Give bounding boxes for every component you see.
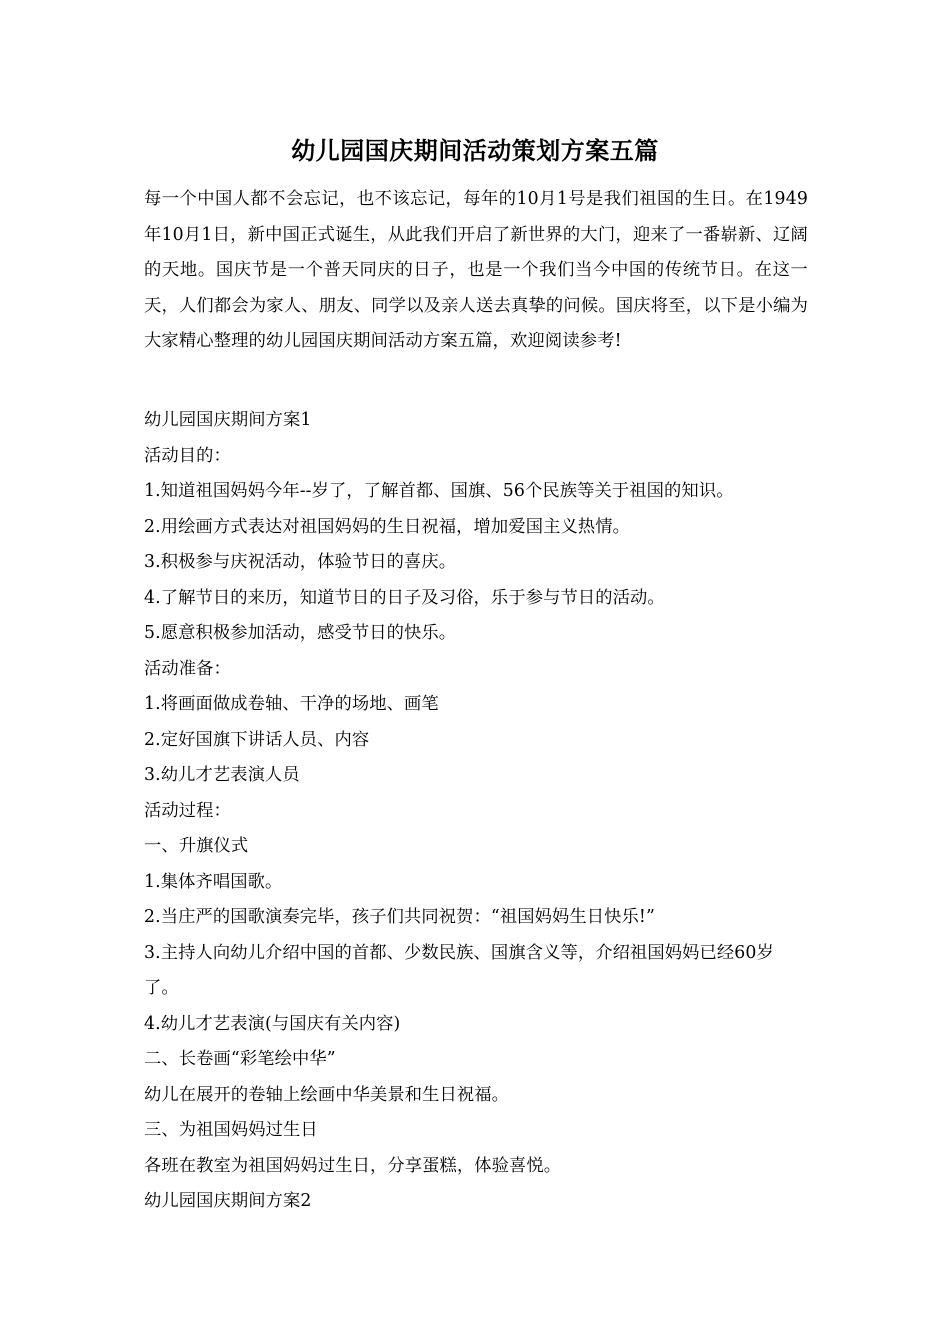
goal-item: 5.愿意积极参加活动，感受节日的快乐。 (144, 623, 457, 643)
process-step-heading: 三、为祖国妈妈过生日 (144, 1120, 318, 1140)
process-text: 各班在教室为祖国妈妈过生日，分享蛋糕，体验喜悦。 (144, 1155, 562, 1176)
process-step-heading: 二、长卷画“彩笔绘中华” (144, 1049, 336, 1069)
preparation-item: 3.幼儿才艺表演人员 (144, 765, 300, 785)
document-title: 幼儿园国庆期间活动策划方案五篇 (291, 136, 659, 165)
process-text: 幼儿在展开的卷轴上绘画中华美景和生日祝福。 (144, 1084, 510, 1105)
goal-item: 4.了解节日的来历，知道节日的日子及习俗，乐于参与节日的活动。 (144, 587, 665, 608)
process-item: 3.主持人向幼儿介绍中国的首都、少数民族、国旗含义等，介绍祖国妈妈已经60岁了。 (144, 942, 774, 998)
section-heading-plan-1: 幼儿园国庆期间方案1 (144, 410, 312, 430)
process-item: 1.集体齐唱国歌。 (144, 871, 283, 892)
goal-item: 2.用绘画方式表达对祖国妈妈的生日祝福，增加爱国主义热情。 (144, 516, 630, 537)
section-heading-plan-2: 幼儿园国庆期间方案2 (144, 1191, 312, 1211)
document-body (144, 403, 808, 1220)
process-step-heading: 一、升旗仪式 (144, 836, 249, 856)
process-item: 4.幼儿才艺表演(与国庆有关内容) (144, 1013, 401, 1034)
preparation-item: 1.将画面做成卷轴、干净的场地、画笔 (144, 694, 439, 714)
intro-paragraph: 每一个中国人都不会忘记，也不该忘记，每年的10月1号是我们祖国的生日。在1949年10月1日，新中国正式诞生，从此我们开启了新世界的大门，迎来了一番崭新、辽阔的天地。国庆节是一个普天同庆的日子，也是一个我们当今中国的传统节日。在这一天，人们都会为家人、朋友、同学以及亲人送去真挚的问候。国庆将至，以下是小编为大家精心整理的幼儿园国庆期间活动方案五篇，欢迎阅读参考! (144, 189, 808, 351)
subheading-preparation: 活动准备： (144, 658, 231, 679)
goal-item: 3.积极参与庆祝活动，体验节日的喜庆。 (144, 552, 457, 572)
process-item: 2.当庄严的国歌演奏完毕，孩子们共同祝贺：“祖国妈妈生日快乐!” (144, 907, 655, 927)
goal-item: 1.知道祖国妈妈今年--岁了，了解首都、国旗、56个民族等关于祖国的知识。 (144, 481, 734, 501)
subheading-process: 活动过程： (144, 800, 231, 821)
preparation-item: 2.定好国旗下讲话人员、内容 (144, 729, 370, 750)
subheading-goals: 活动目的： (144, 445, 231, 466)
